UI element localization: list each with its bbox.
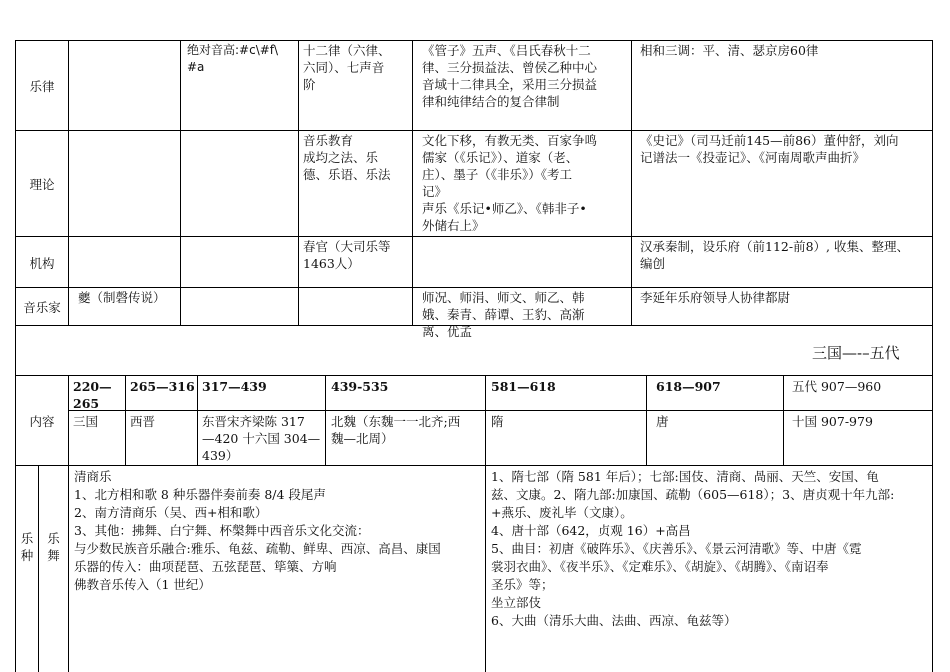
section-title: 三国—-–五代 — [812, 344, 900, 362]
label-yuezhong: 乐 种 — [20, 531, 34, 563]
liyannian-cell: 李延年乐府领导人协律都尉 — [640, 290, 791, 305]
music-education-cell: 音乐教育 成均之法、乐 德、乐语、乐法 — [303, 133, 391, 182]
guanzi-cell: 《管子》五声、《吕氏春秋十二 律、三分损益法、曾侯乙种中心 音域十二律具全，采用三分损益 律和纯律结合的复合律制 — [422, 43, 598, 109]
row-label-lilun: 理论 — [29, 177, 55, 192]
period-beiwei: 439-535 — [331, 379, 389, 394]
row-label-jigou: 机构 — [29, 256, 55, 271]
dynasty-shiguo: 十国 907-979 — [792, 414, 873, 429]
kui-cell: 夔（制磬传说） — [78, 290, 166, 305]
content-label: 内容 — [29, 414, 55, 429]
period-xijin: 265—316 — [130, 379, 195, 394]
row-label-musician: 音乐家 — [23, 300, 61, 315]
dynasty-sui: 隋 — [491, 414, 504, 429]
shiji-cell: 《史记》（司马迁前145—前86）董仲舒，刘向 记谱法一《投壶记》、《河南周歌声曲折》 — [640, 133, 899, 165]
row-label-yuelv: 乐律 — [29, 79, 55, 94]
twelve-lu-cell: 十二律（六律、 六同）、七声音 阶 — [303, 43, 391, 92]
sui-tang-clip — [486, 466, 932, 628]
xianghe-cell: 相和三调：平、清、瑟京房60律 — [640, 43, 819, 58]
dynasty-dongjin: 东晋宋齐梁陈 317 —420 十六国 304— 439） — [202, 414, 321, 463]
dynasty-xijin: 西晋 — [130, 414, 156, 429]
dynasty-beiwei: 北魏（东魏一一北齐;西 魏—北周） — [331, 414, 461, 446]
label-yuewu: 乐 舞 — [47, 531, 60, 563]
period-sanguo: 220— 265 — [73, 379, 112, 411]
period-dongjin: 317—439 — [202, 379, 267, 394]
qingshang-text: 清商乐 1、北方相和歌 8 种乐器伴奏前奏 8/4 段尾声 2、南方清商乐（吴、西+相和歌） 3、其他：拂舞、白宁舞、杯槃舞中西音乐文化交流： 与少数民族音乐融合:雅乐、龟兹、疏勒、鲜卑、西凉、高昌、康国 乐器的传入：曲项琵琶、五弦琵琶、筚篥、方响 佛教音乐传入（1 世纪） — [74, 469, 441, 592]
period-tang: 618—907 — [656, 379, 721, 394]
yuefu-cell: 汉承秦制，设乐府（前112-前8）, 收集、整理、 编创 — [640, 239, 909, 271]
musicians-clip — [413, 288, 631, 339]
musicians-cell: 师况、师涓、师文、师乙、韩 娥、秦青、薛谭、王豹、高渐 离、优孟 — [422, 290, 585, 339]
chunguan-cell: 春官（大司乐等 1463人） — [303, 239, 391, 271]
period-wudai: 五代 907—960 — [792, 379, 882, 394]
dynasty-tang: 唐 — [656, 414, 669, 429]
absolute-pitch-cell: 绝对音高:#c\#f\ #a — [187, 43, 279, 74]
period-sui: 581—618 — [491, 379, 556, 394]
hundred-schools-cell: 文化下移，有教无类、百家争鸣 儒家（《乐记》）、道家（老、 庄）、墨子（《非乐》）《考工 记》 声乐《乐记•师乙》、《韩非子• 外储右上》 — [422, 133, 598, 233]
dynasty-sanguo: 三国 — [73, 414, 99, 429]
sui-tang-text: 1、隋七部（隋 581 年后）；七部:国伎、清商、咼丽、天竺、安国、龟 兹、文康。2、隋九部:加康国、疏勒（605—618）；3、唐贞观十年九部: +燕乐、废礼毕（文康）。 4、唐十部（642，贞观 16）+高昌 5、曲目：初唐《破阵乐》、《庆善乐》、《景云河清歌》等、中唐《霓 裳羽衣曲》、《夜半乐》、《定难乐》、《胡旋》、《胡腾》、《南诏奉 圣乐》等； 坐立部伎 6、大曲（清乐大曲、法曲、西凉、龟兹等） — [491, 469, 895, 628]
